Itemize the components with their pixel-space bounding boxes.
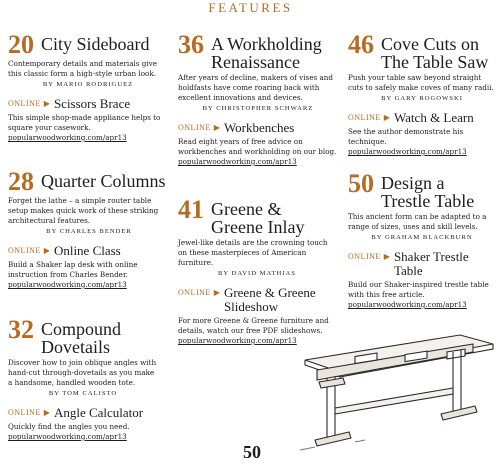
- article-title-row: [348, 169, 496, 211]
- article-page-number: 20: [8, 30, 34, 59]
- online-title[interactable]: Shaker Trestle Table: [393, 249, 469, 278]
- article-cove-cuts: [348, 30, 496, 157]
- article-greene-inlay: [178, 195, 336, 346]
- article-title-row: [8, 167, 170, 196]
- article-title[interactable]: Compound Dovetails: [41, 319, 122, 357]
- article-page-number: 32: [8, 315, 34, 344]
- online-row: [8, 406, 158, 420]
- online-description: Build our Shaker-inspired trestle table with this free article.: [348, 280, 489, 299]
- article-title-row: [8, 30, 168, 59]
- article-city-sideboard: [8, 30, 168, 143]
- article-description: Contemporary details and materials give this classic form a high-style urban look.: [8, 59, 157, 78]
- online-url-link[interactable]: popularwoodworking.com/apr13: [348, 300, 467, 309]
- article-title[interactable]: City Sideboard: [41, 34, 150, 54]
- arrow-right-icon: ▶: [43, 99, 50, 108]
- article-workholding-renaissance: [178, 30, 338, 167]
- article-title-row: [178, 30, 338, 72]
- online-url-link[interactable]: popularwoodworking.com/apr13: [178, 157, 297, 166]
- article-description: This ancient form can be adapted to a range of sizes, uses and skill levels.: [348, 212, 487, 231]
- online-tag: ONLINE: [348, 252, 381, 261]
- arrow-right-icon: ▶: [383, 113, 390, 122]
- article-byline: BY GARY ROGOWSKI: [381, 95, 463, 102]
- online-row: [178, 121, 338, 135]
- article-description: After years of decline, makers of vises and holdfasts have come roaring back with excellent innovations and devices.: [178, 73, 333, 102]
- trestle-table-illustration: [295, 330, 495, 460]
- online-row: [178, 286, 336, 314]
- article-description: Push your table saw beyond straight cuts to safely make coves of many radii.: [348, 73, 494, 92]
- article-title[interactable]: Design a Trestle Table: [381, 173, 475, 211]
- online-title[interactable]: Watch & Learn: [393, 110, 474, 125]
- article-byline: BY DAVID MATHIAS: [218, 270, 296, 277]
- article-description: Discover how to join oblique angles with hand-cut through-dovetails as you make a handsome, handled wooden tote.: [8, 358, 157, 387]
- article-byline: BY MARIO RODRIGUEZ: [42, 81, 134, 88]
- article-byline: BY CHARLES BENDER: [46, 228, 132, 235]
- article-title-row: [8, 315, 158, 357]
- section-header: FEATURES: [208, 0, 293, 15]
- online-tag: ONLINE: [178, 288, 211, 297]
- arrow-right-icon: ▶: [43, 246, 50, 255]
- online-description: Read eight years of free advice on workbenches and workholding on our blog.: [178, 137, 337, 156]
- online-tag: ONLINE: [178, 123, 211, 132]
- article-trestle-table: [348, 169, 496, 310]
- article-byline: BY TOM CALISTO: [48, 390, 118, 397]
- article-byline: BY CHRISTOPHER SCHWARZ: [202, 105, 314, 112]
- online-description: Quickly find the angles you need.: [8, 422, 130, 431]
- online-description: For more Greene & Greene furniture and details, watch our free PDF slideshows.: [178, 316, 329, 335]
- online-description: See the author demonstrate his technique.: [348, 127, 464, 146]
- online-tag: ONLINE: [8, 99, 41, 108]
- online-url-link[interactable]: popularwoodworking.com/apr13: [178, 336, 297, 345]
- article-page-number: 50: [348, 169, 374, 198]
- online-url-link[interactable]: popularwoodworking.com/apr13: [8, 133, 127, 142]
- article-byline: BY GRAHAM BLACKBURN: [371, 234, 473, 241]
- online-title[interactable]: Workbenches: [223, 120, 295, 135]
- article-title[interactable]: Quarter Columns: [41, 171, 166, 191]
- arrow-right-icon: ▶: [383, 252, 390, 261]
- arrow-right-icon: ▶: [213, 123, 220, 132]
- online-row: [8, 97, 168, 111]
- online-tag: ONLINE: [8, 408, 41, 417]
- article-page-number: 36: [178, 30, 204, 59]
- online-url-link[interactable]: popularwoodworking.com/apr13: [8, 432, 127, 441]
- article-page-number: 41: [178, 195, 204, 224]
- article-description: Forget the lathe – a simple router table setup makes quick work of these striking architectural features.: [8, 196, 159, 225]
- article-title-row: [178, 195, 336, 237]
- online-description: This simple shop-made appliance helps to square your casework.: [8, 113, 161, 132]
- article-page-number: 46: [348, 30, 374, 59]
- article-title[interactable]: A Workholding Renaissance: [211, 34, 322, 72]
- online-url-link[interactable]: popularwoodworking.com/apr13: [348, 147, 467, 156]
- article-title-row: [348, 30, 496, 72]
- online-title[interactable]: Scissors Brace: [53, 96, 131, 111]
- article-compound-dovetails: [8, 315, 158, 442]
- online-title[interactable]: Greene & Greene Slideshow: [223, 285, 316, 314]
- online-description: Build a Shaker lap desk with online instruction from Charles Bender.: [8, 260, 138, 279]
- online-title[interactable]: Online Class: [53, 243, 121, 258]
- article-description: Jewel-like details are the crowning touch on these masterpieces of American furniture.: [178, 238, 328, 267]
- online-title[interactable]: Angle Calculator: [53, 405, 144, 420]
- arrow-right-icon: ▶: [213, 288, 220, 297]
- page-number: 50: [243, 442, 261, 462]
- online-tag: ONLINE: [8, 246, 41, 255]
- online-url-link[interactable]: popularwoodworking.com/apr13: [8, 280, 127, 289]
- article-quarter-columns: [8, 167, 170, 290]
- online-tag: ONLINE: [348, 113, 381, 122]
- arrow-right-icon: ▶: [43, 408, 50, 417]
- online-row: [348, 250, 496, 278]
- article-title[interactable]: Cove Cuts on The Table Saw: [381, 34, 489, 72]
- online-row: [348, 111, 496, 125]
- online-row: [8, 244, 170, 258]
- article-title[interactable]: Greene & Greene Inlay: [211, 199, 305, 237]
- article-page-number: 28: [8, 167, 34, 196]
